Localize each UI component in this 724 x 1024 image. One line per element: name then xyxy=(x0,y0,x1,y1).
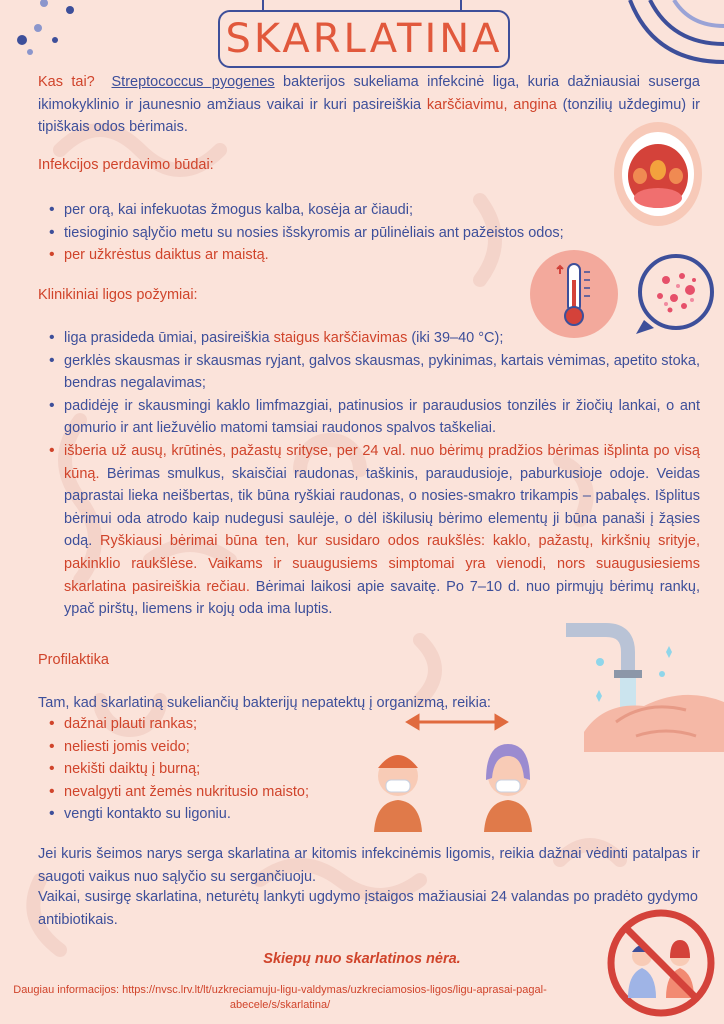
list-item: • padidėję ir skausmingi kaklo limfmazgiai, patinusios ir paraudusios tonzilės ir žiočių lankai, o ant gomurio ir ant liežuvėlio matomi tamsiai raudonos spalvos taškeliai. xyxy=(38,395,700,440)
no-contact-icon xyxy=(606,908,716,1018)
transmission-heading: Infekcijos perdavimo būdai: xyxy=(38,157,214,173)
pathogen-name: Streptococcus pyogenes xyxy=(111,74,275,90)
vaccine-note: Skiepų nuo skarlatinos nėra. xyxy=(263,951,461,967)
list-item: • nekišti daiktų į burną; xyxy=(38,758,358,781)
page-title: SKARLATINA xyxy=(225,16,503,62)
symptoms-list xyxy=(38,327,700,621)
prevention-lead: Tam, kad skarlatiną sukeliančių bakterijų nepatektų į organizmą, reikia: xyxy=(38,695,491,711)
list-item: • vengti kontakto su ligoniu. xyxy=(38,803,358,826)
symptom-4a: išberia už ausų, krūtinės, pažastų srityse, per 24 val. nuo bėrimų pradžios bėrimas išplinta po visą kūną. xyxy=(64,442,700,482)
thermometer-icon xyxy=(530,250,618,338)
prevention-heading: Profilaktika xyxy=(38,652,109,668)
symptom-1a: liga prasideda ūmiai, pasireiškia xyxy=(64,330,274,346)
sore-throat-icon xyxy=(612,120,704,228)
intro-paragraph xyxy=(38,71,700,139)
intro-text-a: bakterijos sukeliama infekcinė liga, kuria dažniausiai suserga ikimokyklinio ir jaunesnio amžiaus vaikai ir kuri pasireiškia xyxy=(38,74,700,113)
symptom-4d: Bėrimai laikosi apie savaitę. Po 7–10 d. nuo pirmųjų bėrimų rankų, ypač pirštų, liemens ir kojų oda ima luptis. xyxy=(64,578,700,618)
symptom-1b: (iki 39–40 °C); xyxy=(407,330,504,346)
list-item: • per orą, kai infekuotas žmogus kalba, kosėja ar čiaudi; xyxy=(38,199,638,222)
title-banner xyxy=(218,10,510,68)
list-item: • gerklės skausmas ir skausmas ryjant, galvos skausmas, pykinimas, kartais vėmimas, apetito stoka, bendras negalavimas; xyxy=(38,350,700,395)
intro-lead: Kas tai? xyxy=(38,74,95,90)
intro-text-red: karščiavimu, angina xyxy=(426,96,557,113)
hand-washing-icon xyxy=(566,612,724,762)
closing-paragraph-1: Jei kuris šeimos narys serga skarlatina ar kitomis infekcinėmis ligomis, reikia dažnai vėdinti patalpas ir saugoti vaikus nuo sąlyčio su sergančiuoju. xyxy=(38,846,700,885)
symptom-1-red: staigus karščiavimas xyxy=(273,330,408,346)
more-info-link[interactable]: Daugiau informacijos: https://nvsc.lrv.lt/lt/uzkreciamuju-ligu-valdymas/uzkreciamosios-ligos/ligu-aprasai-pagal-abecele/s/skarlatina/ xyxy=(13,984,547,1011)
prevention-list xyxy=(38,713,358,826)
list-item: • nevalgyti ant žemės nukritusio maisto; xyxy=(38,781,358,804)
social-distance-icon xyxy=(368,708,546,832)
list-item xyxy=(38,440,700,621)
intro-text-b: (tonzilių uždegimu) ir tipiškais odos bėrimais. xyxy=(38,96,700,136)
symptom-4c: Ryškiausi bėrimai būna ten, kur susidaro odos raukšlės: kaklo, pažastų, kirkšnių srityje, pakinklio raukšlėse. Vaikams ir suaugusiems simptomai yra vienodi, nors suaugusiesiems skarlatina pasireiškia rečiau. xyxy=(64,533,700,595)
symptoms-heading: Klinikiniai ligos požymiai: xyxy=(38,287,198,303)
list-item: • per užkrėstus daiktus ar maistą. xyxy=(38,244,638,267)
list-item: • neliesti jomis veido; xyxy=(38,736,358,759)
list-item: • tiesioginio sąlyčio metu su nosies išskyromis ar pūlinėliais ant pažeistos odos; xyxy=(38,222,638,245)
symptom-4b: Bėrimas smulkus, skaisčiai raudonas, taškinis, paraudusioje, paburkusioje odoje. Veidas paprastai lieka neišbertas, tik būna ryškiai raudonas, o nosies-smakro trikampis – pabalęs. Išplitus bėrimui oda atrodo kaip nudegusi saulėje, o dėl iškilusių bėrimo elementų ji būna panaši į žąsies odą. xyxy=(64,465,700,550)
closing-paragraph-2: Vaikai, susirgę skarlatina, neturėtų lankyti ugdymo įstaigos mažiausiai 24 valandas po pradėto gydymo antibiotikais. xyxy=(38,889,698,928)
list-item: • dažnai plauti rankas; xyxy=(38,713,358,736)
skin-rash-icon xyxy=(632,250,718,336)
